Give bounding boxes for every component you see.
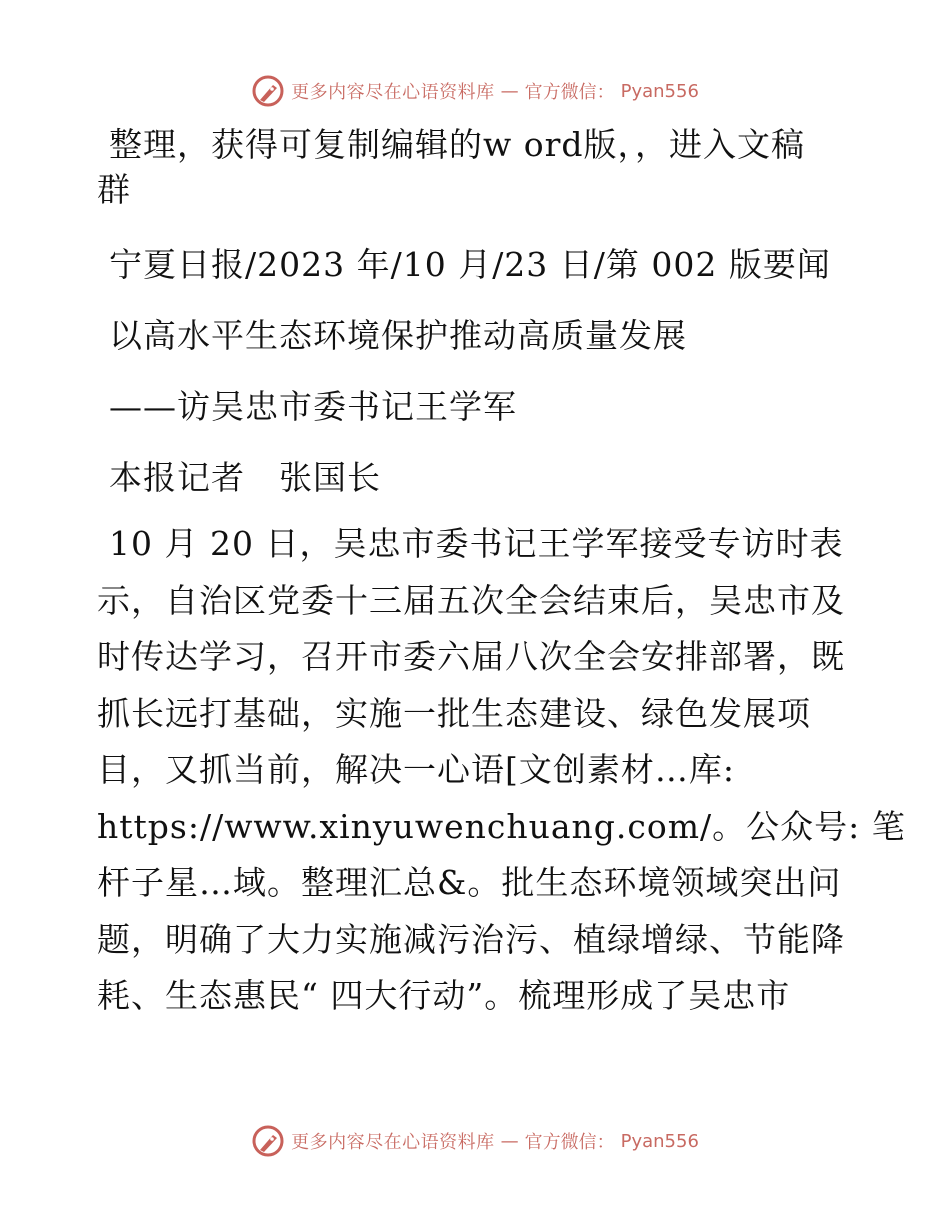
source-line: 宁夏日报/2023 年/10 月/23 日/第 002 版要闻 — [109, 245, 831, 284]
intro-line-1: 整理，获得可复制编辑的w ord版，，进入文稿 — [109, 125, 806, 164]
watermark-wechat-id: Pyan556 — [620, 1130, 699, 1152]
footer-watermark — [0, 1124, 950, 1158]
paragraph-line: 抓长远打基础，实施一批生态建设、绿色发展项 — [97, 693, 811, 733]
paragraph-line: 目，又抓当前，解决一心语[文创素材…库: — [97, 750, 735, 789]
byline: 本报记者 张国长 — [109, 458, 381, 497]
watermark-wechat-id: Pyan556 — [620, 80, 699, 102]
paragraph-line: 示，自治区党委十三届五次全会结束后，吴忠市及 — [97, 580, 845, 620]
paragraph-line: 杆子星…域。整理汇总&。批生态环境领域突出问 — [97, 863, 842, 902]
watermark-wechat-label: 官方微信： — [524, 82, 615, 103]
watermark-separator: — — [500, 80, 519, 102]
paragraph-line: 10 月 20 日，吴忠市委书记王学军接受专访时表 — [109, 524, 844, 563]
paragraph-line: 时传达学习，召开市委六届八次全会安排部署，既 — [97, 637, 845, 676]
paragraph-line: https://www.xinyuwenchuang.com/。公众号: 笔 — [97, 806, 906, 846]
watermark-separator: — — [500, 1130, 519, 1152]
document-body — [97, 122, 906, 1025]
pen-nib-icon — [251, 74, 285, 108]
watermark-text: 更多内容尽在心语资料库 — [291, 1132, 495, 1153]
watermark-text: 更多内容尽在心语资料库 — [291, 82, 495, 103]
article-paragraph — [97, 516, 906, 1025]
paragraph-line: 耗、生态惠民“ 四大行动”。梳理形成了吴忠市 — [97, 976, 791, 1015]
pen-nib-icon — [251, 1124, 285, 1158]
watermark-wechat-label: 官方微信： — [524, 1132, 615, 1153]
header-watermark — [0, 74, 950, 108]
subheadline: ——访吴忠市委书记王学军 — [109, 387, 517, 426]
intro-line-2: 群 — [97, 170, 131, 209]
paragraph-line: 题，明确了大力实施减污治污、植绿增绿、节能降 — [97, 919, 845, 959]
headline: 以高水平生态环境保护推动高质量发展 — [109, 316, 687, 355]
